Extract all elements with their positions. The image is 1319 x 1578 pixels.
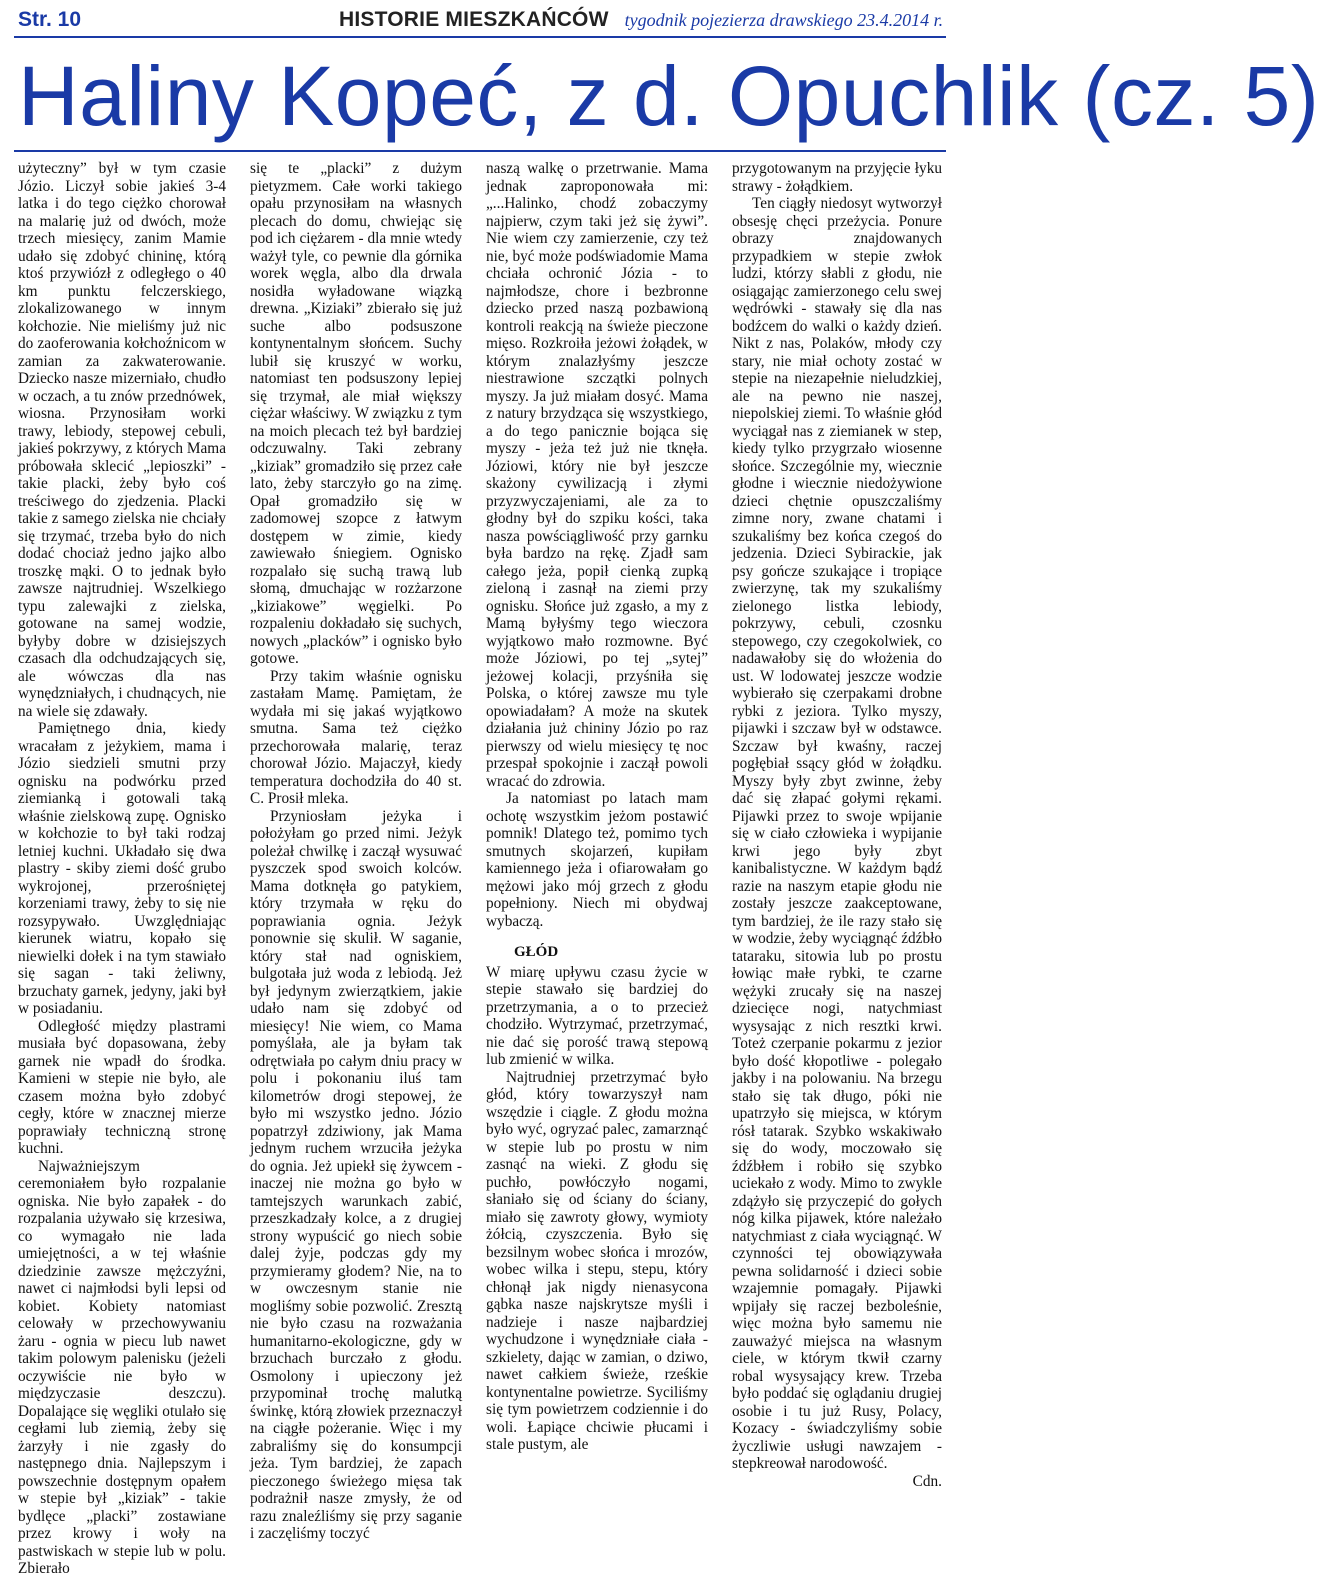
header-rule bbox=[14, 36, 946, 38]
paragraph: W miarę upływu czasu życie w stepie stawało się bardziej do przetrzymania, a o to przecież chodziło. Wytrzymać, przetrzymać, nie dać się porość trawą stepową lub zmienić w wilka. bbox=[486, 963, 708, 1068]
paragraph: użyteczny” był w tym czasie Józio. Liczył sobie jakieś 3-4 latka i do tego ciężko chorował na malarię już od dwóch, może trzech miesięcy, zanim Mamie udało się zdobyć chininę, którą ktoś przywiózł z odległego o 40 km punktu felczerskiego, zlokalizowanego w innym kołchozie. Nie mieliśmy już nic do zaoferowania kołchoźnicom w zamian za zakwaterowanie. Dziecko nasze mizerniało, chudło w oczach, a tu znów przednówek, wiosna. Przynosiłam worki trawy, lebiody, stepowej cebuli, jakieś pokrzywy, z których Mama próbowała sklecić „lepioszki” - takie placki, żeby było coś treściwego do zjedzenia. Placki takie z samego zielska nie chciały się trzymać, trzeba było do nich dodać chociaż jedno jajko albo troszkę mąki. O to jednak było zawsze najtrudniej. Wszelkiego typu zalewajki z zielska, gotowane na samej wodzie, byłyby dobre w dzisiejszych czasach dla odchudzających się, ale wówczas dla nas wynędzniałych, i chudnących, nie na wiele się zdawały. bbox=[18, 160, 226, 720]
publication-line: tygodnik pojezierza drawskiego 23.4.2014 r. bbox=[624, 9, 944, 30]
paragraph: Najważniejszym ceremoniałem było rozpalanie ogniska. Nie było zapałek - do rozpalania używało się krzesiwa, co wymagało nie lada umiejętności, a w tej właśnie dziedzinie zawsze mężczyźni, nawet ci najmłodsi byli lepsi od kobiet. Kobiety natomiast celowały w przechowywaniu żaru - ognia w piecu lub nawet takim polowym palenisku (jeżeli oczywiście nie było w międzyczasie deszczu). Dopalające się węgliki otulało się cegłami lub ziemią, żeby się żarzyły i nie zgasły do następnego dnia. Najlepszym i powszechnie dostępnym opałem w stepie był „kiziak” - takie bydlęce „placki” zostawiane przez krowy i woły na pastwiskach w stepie lub w polu. Zbierało bbox=[18, 1157, 226, 1577]
paragraph: się te „placki” z dużym pietyzmem. Całe worki takiego opału przynosiłam na własnych plecach do domu, chwiejąc się pod ich ciężarem - dla mnie wtedy ważył tyle, co pewnie dla górnika worek węgla, albo dla drwala nosidła wyładowane wiązką drewna. „Kiziaki” zbierało się już suche albo podsuszone kontynentalnym słońcem. Suchy lubił się kruszyć w worku, natomiast ten podsuszony lepiej się trzymał, ale miał większy ciężar właściwy. W związku z tym na moich plecach też był bardziej odczuwalny. Taki zebrany „kiziak” gromadziło się przez całe lato, żeby starczyło go na zimę. Opał gromadziło się w zadomowej szopce z łatwym dostępem w zimie, kiedy zawiewało śniegiem. Ognisko rozpalało się suchą trawą lub słomą, dmuchając w rozżarzone „kiziakowe” węgielki. Po rozpaleniu dokładało się suchych, nowych „placków” i ognisko było gotowe. bbox=[250, 160, 462, 667]
paragraph: Pamiętnego dnia, kiedy wracałam z jeżykiem, mama i Józio siedzieli smutni przy ognisku na podwórku przed ziemianką i gotowali taką właśnie zielskową zupę. Ognisko w kołchozie to był taki rodzaj letniej kuchni. Układało się dwa plastry - skiby ziemi dość grubo wykrojonej, przerośniętej korzeniami trawy, żeby to się nie rozsypywało. Uwzględniając kierunek wiatru, kopało się niewielki dołek i na tym stawiało się sagan - taki żeliwny, brzuchaty garnek, jedyny, jaki był w posiadaniu. bbox=[18, 720, 226, 1017]
paragraph: Przyniosłam jeżyka i położyłam go przed nimi. Jeżyk poleżał chwilkę i zaczął wysuwać pyszczek spod swoich kolców. Mama dotknęła go patykiem, który trzymała w ręku do poprawiania ognia. Jeżyk ponownie się skulił. W saganie, który stał nad ogniskiem, bulgotała już woda z lebiodą. Jeż był jedynym zwierzątkiem, jakie udało nam się zdobyć od miesięcy! Nie wiem, co Mama pomyślała, ale ja byłam tak odrętwiała po całym dniu pracy w polu i pokonaniu iluś tam kilometrów drogi stepowej, że było mi wszystko jedno. Józio popatrzył zdziwiony, jak Mama jednym ruchem wrzuciła jeżyka do ognia. Jeż upiekł się żywcem - inaczej nie można go było w tamtejszych warunkach zabić, przeszkadzały kolce, a z drugiej strony wypuścić go niech sobie dalej żyje, podczas gdy my przymieramy głodem? Nie, na to w owczesnym stanie nie mogliśmy sobie pozwolić. Zresztą nie było czasu na rozważania humanitarno-ekologiczne, gdy w brzuchach burczało z głodu. Osmolony i upieczony jeż przypominał trochę malutką świnkę, którą złowiek przeznaczył na ciągłe pożeranie. Więc i my zabraliśmy się do konsumpcji jeża. Tym bardziej, że zapach pieczonego świeżego mięsa tak podrażnił nasze zmysły, że od razu znaleźliśmy się przy saganie i zaczęliśmy toczyć bbox=[250, 807, 462, 1542]
text-column-3 bbox=[486, 160, 708, 1453]
paragraph: Ja natomiast po latach mam ochotę wszystkim jeżom postawić pomnik! Dlatego też, pomimo tych smutnych skojarzeń, kupiłam kamiennego jeża i ofiarowałam go mężowi jako mój grzech z głodu popełniony. Niech mi obydwaj wybaczą. bbox=[486, 790, 708, 930]
title-rule bbox=[14, 150, 946, 152]
paragraph: naszą walkę o przetrwanie. Mama jednak zaproponowała mi: „...Halinko, chodź zobaczymy najpierw, czym taki jeż się żywi”. Nie wiem czy zamierzenie, czy też nie, być może podświadomie Mama chciała ochronić Józia - to najmłodsze, chore i bezbronne dziecko przed naszą pozbawioną kontroli reakcją na świeże pieczone mięso. Rozkroiła jeżowi żołądek, w którym znalazłyśmy jeszcze niestrawione szczątki polnych myszy. Ja już miałam dosyć. Mama z natury brzydząca się wszystkiego, a do tego panicznie bojąca się myszy - jeża też już nie tknęła. Józiowi, który nie był jeszcze skażony cywilizacją i złymi przyzwyczajeniami, ale za to głodny był do szpiku kości, taka nasza powściągliwość przy garnku była bardzo na rękę. Zjadł sam całego jeża, popił cienką zupką zieloną i zasnął na ziemi przy ognisku. Słońce już zgasło, a my z Mamą byłyśmy tego wieczora wyjątkowo mało rozmowne. Być może Józiowi, po tej „sytej” jeżowej kolacji, przyśniła się Polska, o której zawsze mu tyle opowiadałam? A może na skutek działania już chininy Józio po raz pierwszy od wielu miesięcy tę noc przespał spokojnie i zaczął powoli wracać do zdrowia. bbox=[486, 160, 708, 790]
text-column-1 bbox=[18, 160, 226, 1577]
continued-mark: Cdn. bbox=[912, 1472, 942, 1490]
paragraph: przygotowanym na przyjęcie łyku strawy - żołądkiem. bbox=[732, 160, 942, 195]
page-header bbox=[18, 5, 944, 35]
paragraph: Odległość między plastrami musiała być dopasowana, żeby garnek nie wpadł do środka. Kamieni w stepie nie było, ale czasem można było zdobyć cegły, które w znacznej mierze poprawiały techniczną stronę kuchni. bbox=[18, 1017, 226, 1157]
text-column-4 bbox=[732, 160, 942, 1490]
text-column-2 bbox=[250, 160, 462, 1542]
page-number: Str. 10 bbox=[18, 8, 82, 31]
article-title: Haliny Kopeć, z d. Opuchlik (cz. 5) bbox=[18, 49, 1319, 143]
section-title: HISTORIE MIESZKAŃCÓW bbox=[339, 8, 609, 31]
paragraph: Przy takim właśnie ognisku zastałam Mamę. Pamiętam, że wydała mi się jakaś wyjątkowo smutna. Sama też ciężko przechorowała malarię, teraz chorował Józio. Majaczył, kiedy temperatura dochodziła do 40 st. C. Prosił mleka. bbox=[250, 667, 462, 807]
section-subheading: GŁÓD bbox=[514, 944, 559, 960]
paragraph: Ten ciągły niedosyt wytworzył obsesję chęci przeżycia. Ponure obrazy znajdowanych przypadkiem w stepie zwłok ludzi, którzy słabli z głodu, nie osiągając zamierzonego celu swej wędrówki - stawały się dla nas bodźcem do walki o każdy dzień. Nikt z nas, Polaków, młody czy stary, nie miał ochoty zostać w stepie na niezapełnie nieludzkiej, ale na pewno nie naszej, niepolskiej ziemi. To właśnie głód wyciągał nas z ziemianek w step, kiedy tylko przygrzało wiosenne słońce. Szczególnie my, wiecznie głodne i wiecznie niedożywione dzieci chętnie opuszczaliśmy zimne nory, zwane chatami i szukaliśmy bez końca czegoś do jedzenia. Dzieci Sybirackie, jak psy gończe szukające i tropiące zwierzynę, tak my szukaliśmy zielonego listka lebiody, pokrzywy, cebuli, czosnku stepowego, czy czegokolwiek, co nadawałoby się do włożenia do ust. W lodowatej jeszcze wodzie wybierało się czerpakami drobne rybki z jeziora. Tylko myszy, pijawki i szczaw był w odstawce. Szczaw był kwaśny, raczej pogłębiał ssący głód w żołądku. Myszy były zbyt zwinne, żeby dać się złapać gołymi rękami. Pijawki przez to swoje wpijanie się w ciało człowieka i wypijanie krwi jego były zbyt kanibalistyczne. W każdym bądź razie na naszym etapie głodu nie zostały jeszcze zaakceptowane, tym bardziej, że ile razy stało się w wodzie, żeby wyciągnąć źdźbło tataraku, sitowia lub po prostu łowiąc małe rybki, te czarne wężyki zrucały się na naszej dziecięce nogi, natychmiast wysysając z nich resztki krwi. Toteż czerpanie pokarmu z jezior było dość kłopotliwe - polegało jakby i na polowaniu. Na brzegu stało się tak długo, póki nie upatrzyło się miejsca, w którym rósł tatarak. Szybko wskakiwało się do wody, moczowało się źdźbłem i robiło się szybko uciekało z wody. Mimo to zwykle zdążyło się przyczepić do gołych nóg kilka pijawek, które należało natychmiast z ciała wyciągnąć. W czynności tej obowiązywała pewna solidarność i dzieci sobie wzajemnie pomagały. Pijawki wpijały się raczej bezboleśnie, więc można było samemu nie zauważyć miejsca na własnym ciele, w którym tkwił czarny robal wysysający krew. Trzeba było poddać się oglądaniu drugiej osobie i tu już Rusy, Polacy, Kozacy - świadczyliśmy sobie życzliwie usługi nawzajem - stepkreował narodowość. bbox=[732, 195, 942, 1472]
paragraph: Najtrudniej przetrzymać było głód, który towarzyszył nam wszędzie i ciągle. Z głodu można było wyć, ogryzać palec, zamarznąć w stepie lub po prostu w nim zasnąć na wieki. Z głodu się puchło, powłóczyło nogami, słaniało się od ściany do ściany, miało się zawroty głowy, wymioty żółcią, czyszczenia. Było się bezsilnym wobec słońca i mrozów, wobec wilka i stepu, stepu, który chłonął jak nigdy nienasycona gąbka nasze najskrytsze myśli i nadzieje i nasze najbardziej wychudzone i wynędzniałe ciała - szkielety, dając w zamian, o dziwo, nawet całkiem świeże, rześkie kontynentalne powietrze. Syciliśmy się tym powietrzem codziennie i do woli. Łapiące chciwie płucami i stale pustym, ale bbox=[486, 1068, 708, 1453]
